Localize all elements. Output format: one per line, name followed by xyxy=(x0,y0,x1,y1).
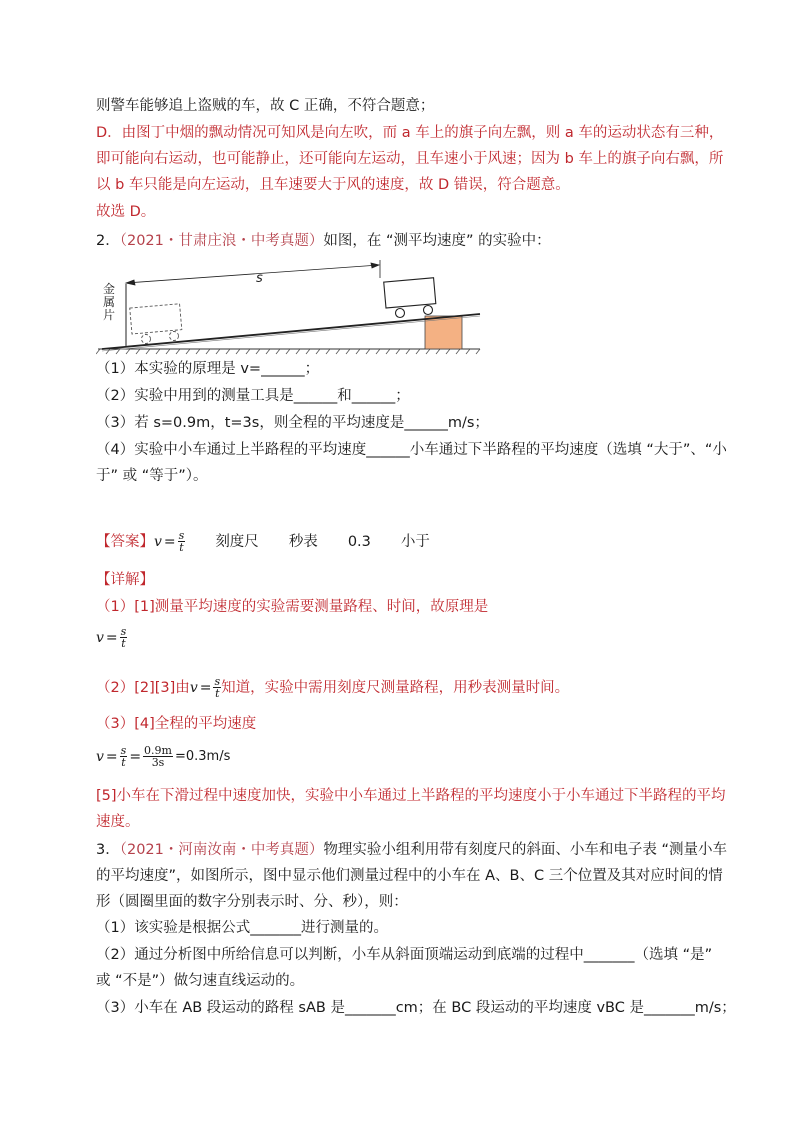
q3-part-2: （2）通过分析图中所给信息可以判断，小车从斜面顶端运动到底端的过程中_______（选填 “是” xyxy=(96,947,713,963)
q2-answer xyxy=(96,530,430,553)
answer-4: 0.3 xyxy=(347,533,371,550)
question-source: （2021・河南汝南・中考真题） xyxy=(119,842,324,858)
detail-1: （1）[1]测量平均速度的实验需要测量路程、时间，故原理是 xyxy=(96,599,489,615)
answer-3: 秒表 xyxy=(288,533,318,550)
q2-part-4: （4）实验中小车通过上半路程的平均速度______小车通过下半路程的平均速度（选填 “大于”、“小 xyxy=(96,442,727,458)
detail-5: [5]小车在下滑过程中速度加快，实验中小车通过上半路程的平均速度小于小车通过下半路程的平均 xyxy=(96,788,726,804)
detail-3-formula: v = $\frac{s}{t}$ = $\frac{0.9m}{3s}$ =0.3m/s xyxy=(96,744,231,769)
text-line-3: 即可能向右运动，也可能静止，还可能向左运动，且车速小于风速；因为 b 车上的旗子向右飘，所 xyxy=(96,151,724,167)
distance-label: s xyxy=(256,271,263,286)
q2-part-2: （2）实验中用到的测量工具是______和______； xyxy=(96,388,410,404)
text-line-5: 故选 D。 xyxy=(96,204,156,220)
detail-1-formula: v = $\frac{s}{t}$ xyxy=(96,625,127,650)
detail-label: 【详解】 xyxy=(96,572,154,588)
question-3-stem-3: 形（圆圈里面的数字分别表示时、分、秒），则： xyxy=(96,894,408,910)
cart-bottom-dashed xyxy=(130,304,182,344)
question-stem: 物理实验小组利用带有刻度尺的斜面、小车和电子表 “测量小车 xyxy=(323,842,728,858)
answer-2: 刻度尺 xyxy=(215,533,259,550)
distance-arrow xyxy=(126,260,380,285)
answer-1-formula: v = $\frac{s}{t}$ xyxy=(154,529,185,554)
question-3-stem-2: 的平均速度”，如图所示，图中显示他们测量过程中的小车在 A、B、C 三个位置及其对应时间的情 xyxy=(96,868,723,884)
q3-part-2-cont: 或 “不是”）做匀速直线运动的。 xyxy=(96,973,305,989)
incline-plane xyxy=(102,314,480,349)
detail-5-cont: 速度。 xyxy=(96,814,140,830)
support-block xyxy=(425,316,462,349)
question-stem: 如图，在 “测平均速度” 的实验中： xyxy=(323,233,551,249)
text-line-2: D．由图丁中烟的飘动情况可知风是向左吹，而 a 车上的旗子向左飘，则 a 车的运动状态有三种， xyxy=(96,125,724,141)
question-number: 3． xyxy=(96,842,120,858)
q2-part-3: （3）若 s=0.9m，t=3s，则全程的平均速度是______m/s； xyxy=(96,415,489,431)
text-line-1: 则警车能够追上盗贼的车，故 C 正确，不符合题意； xyxy=(96,98,435,114)
q3-part-1: （1）该实验是根据公式_______进行测量的。 xyxy=(96,920,388,936)
q3-part-3: （3）小车在 AB 段运动的路程 sAB 是_______cm；在 BC 段运动的平均速度 vBC 是_______m/s； xyxy=(96,1000,736,1016)
question-source: （2021・甘肃庄浪・中考真题） xyxy=(119,233,324,249)
q2-part-1: （1）本实验的原理是 v=______； xyxy=(96,361,320,377)
question-number: 2． xyxy=(96,233,120,249)
question-3-header xyxy=(96,840,727,860)
detail-2: （2）[2][3]由 v = $\frac{s}{t}$ 知道，实验中需用刻度尺测量路程，用秒表测量时间。 xyxy=(96,675,570,700)
q2-part-4-cont: 于” 或 “等于”）。 xyxy=(96,468,208,484)
answer-5: 小于 xyxy=(400,533,430,550)
incline-figure xyxy=(96,258,486,358)
detail-3: （3）[4]全程的平均速度 xyxy=(96,716,257,732)
text-line-4: 以 b 车只能是向左运动，且车速要大于风的速度，故 D 错误，符合题意。 xyxy=(96,177,570,193)
metal-plate-label: 金属片 xyxy=(103,282,116,322)
question-2-header xyxy=(96,231,551,251)
answer-label: 【答案】 xyxy=(96,533,154,550)
cart-top xyxy=(384,278,436,318)
